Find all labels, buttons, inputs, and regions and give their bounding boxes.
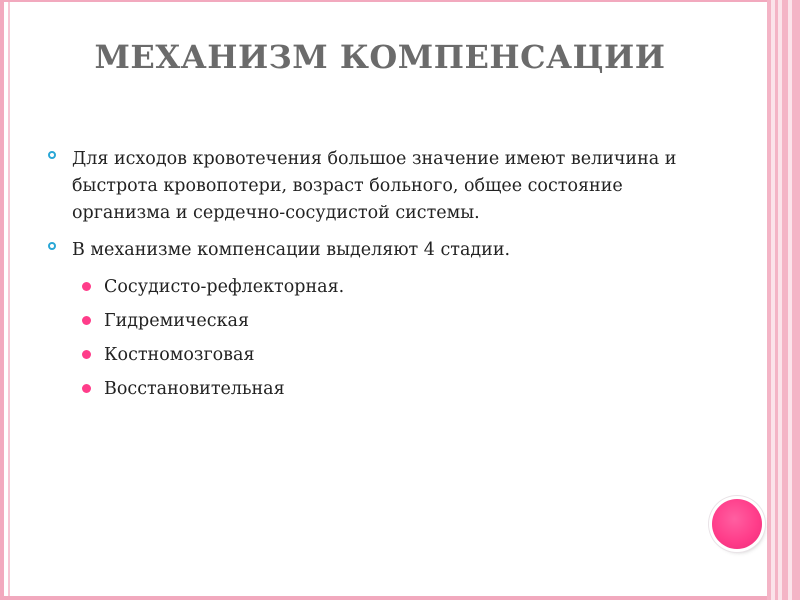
frame-bottom-border bbox=[0, 596, 770, 600]
pink-dot-icon bbox=[82, 384, 91, 393]
pink-circle-decoration bbox=[712, 499, 762, 549]
frame-inner-left-border bbox=[8, 0, 10, 600]
bullet-text: В механизме компенсации выделяют 4 стадии. bbox=[72, 240, 511, 260]
pink-dot-icon bbox=[82, 282, 91, 291]
sub-bullet-item bbox=[48, 376, 688, 403]
sub-bullet-item bbox=[48, 274, 688, 301]
right-stripe bbox=[792, 0, 800, 600]
sub-bullet-text: Восстановительная bbox=[104, 379, 285, 399]
sub-bullet-item bbox=[48, 342, 688, 369]
bullet-item bbox=[48, 146, 688, 227]
pink-dot-icon bbox=[82, 350, 91, 359]
slide-title: МЕХАНИЗМ КОМПЕНСАЦИИ bbox=[94, 38, 666, 76]
sub-bullet-text: Костномозговая bbox=[104, 345, 255, 365]
stages-list bbox=[48, 274, 688, 403]
sub-bullet-item bbox=[48, 308, 688, 335]
bullet-text: Для исходов кровотечения большое значение имеют величина и быстрота кровопотери, возраст больного, общее состояние организма и сердечно-сосудистой системы. bbox=[72, 149, 677, 223]
frame-top-border bbox=[0, 0, 770, 2]
ring-bullet-icon bbox=[48, 242, 56, 250]
sub-bullet-text: Гидремическая bbox=[104, 311, 249, 331]
sub-bullet-text: Сосудисто-рефлекторная. bbox=[104, 277, 345, 297]
slide-content bbox=[48, 146, 688, 410]
frame-left-border bbox=[0, 0, 4, 600]
ring-bullet-icon bbox=[48, 151, 56, 159]
pink-dot-icon bbox=[82, 316, 91, 325]
bullet-item bbox=[48, 237, 688, 264]
